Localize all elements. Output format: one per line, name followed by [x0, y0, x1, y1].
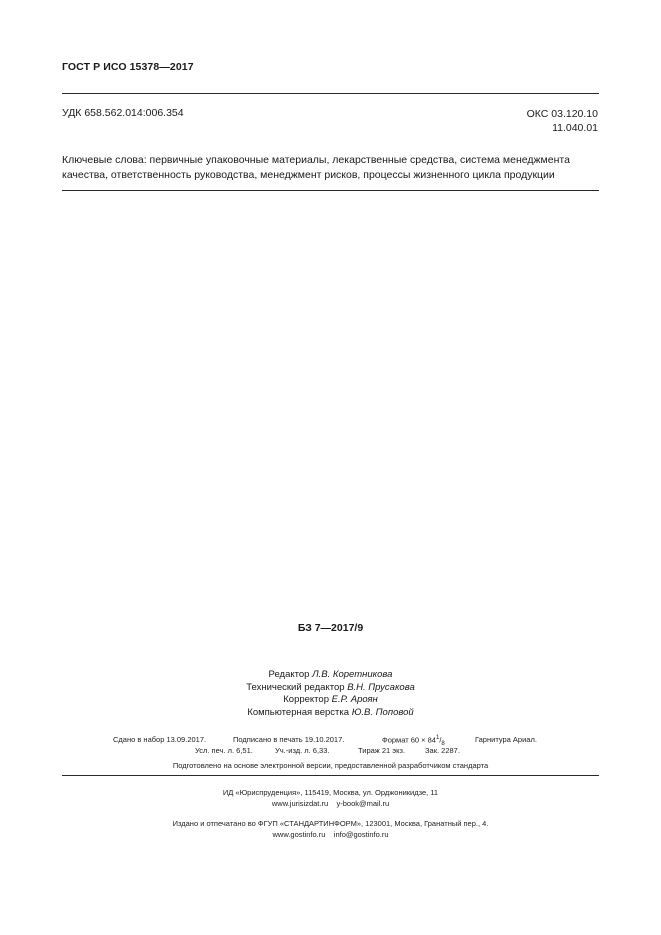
print-typeface: Гарнитура Ариал.	[475, 735, 537, 744]
print-run: Тираж 21 экз.	[358, 746, 406, 755]
bz-number: БЗ 7—2017/9	[297, 622, 364, 634]
format-sub: 8	[441, 741, 445, 747]
print-signed: Подписано в печать 19.10.2017.	[233, 735, 345, 744]
udc-code: УДК 658.562.014:006.354	[62, 107, 184, 119]
oks-code-1: ОКС 03.120.10	[526, 108, 598, 120]
print-sent: Сдано в набор 13.09.2017.	[113, 735, 207, 744]
publisher-contacts	[0, 799, 661, 808]
tech-editor-label: Технический редактор	[246, 681, 345, 693]
standard-code: ГОСТ Р ИСО 15378—2017	[62, 61, 194, 73]
publisher-email: y-book@mail.ru	[336, 799, 390, 808]
layout-name: Ю.В. Поповой	[351, 706, 414, 718]
prepared-note: Подготовлено на основе электронной версии, предоставленной разработчиком стандарта	[172, 761, 489, 770]
print-sheets: Усл. печ. л. 6,51.	[195, 746, 253, 755]
printer-site: www.gostinfo.ru	[272, 830, 326, 839]
format-prefix: Формат 60 × 84	[382, 735, 436, 745]
print-order: Зак. 2287.	[425, 746, 460, 755]
publisher-line: ИД «Юриспруденция», 115419, Москва, ул. Орджоникидзе, 11	[222, 788, 439, 797]
proofreader-name: Е.Р. Ароян	[331, 694, 378, 705]
pub-sheets: Уч.-изд. л. 6,33.	[275, 746, 330, 755]
tech-editor-name: В.Н. Прусакова	[347, 681, 415, 693]
oks-codes	[527, 107, 598, 135]
editor-label: Редактор	[268, 669, 310, 680]
staff-credits	[0, 669, 661, 719]
editor-row	[0, 669, 661, 682]
keywords-text: Ключевые слова: первичные упаковочные материалы, лекарственные средства, система менеджмента качества, ответственность руководства, менеджмент рисков, процессы жизненного цикла продукции	[62, 154, 570, 181]
print-format: Формат $60 \times 84^1/_8$	[382, 735, 445, 747]
tech-editor-row	[0, 682, 661, 695]
printer-line: Издано и отпечатано во ФГУП «СТАНДАРТИНФОРМ», 123001, Москва, Гранатный пер., 4.	[172, 819, 489, 828]
layout-row	[0, 707, 661, 720]
proofreader-row	[0, 694, 661, 707]
editor-name: Л.В. Коретникова	[312, 669, 393, 680]
header-divider	[62, 93, 599, 94]
oks-code-2: 11.040.01	[552, 122, 598, 134]
printer-contacts	[0, 830, 661, 839]
layout-label: Компьютерная верстка	[247, 706, 350, 718]
proofreader-label: Корректор	[283, 694, 329, 705]
publisher-site: www.jurisizdat.ru	[271, 799, 329, 808]
keywords-divider	[62, 190, 599, 191]
footer-divider	[62, 775, 599, 776]
format-sup: 1	[435, 735, 440, 741]
printer-email: info@gostinfo.ru	[333, 830, 389, 839]
